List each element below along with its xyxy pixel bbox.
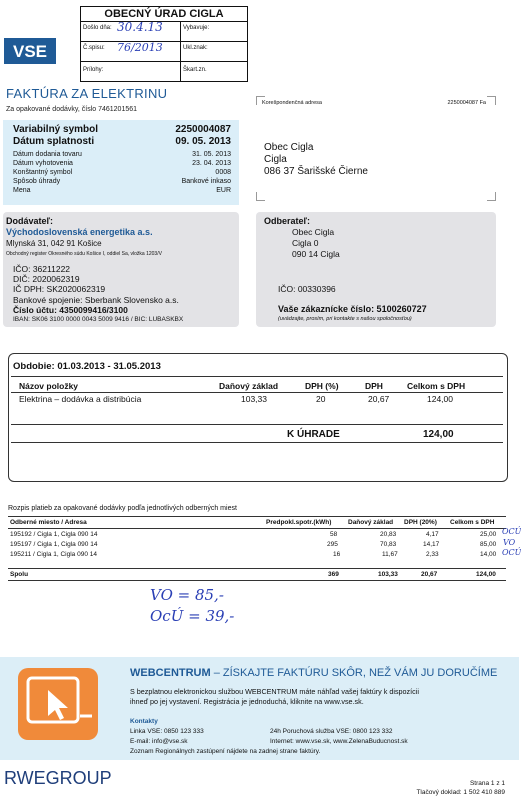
invoice-title: FAKTÚRA ZA ELEKTRINU	[6, 86, 168, 101]
vs-label: Variabilný symbol	[13, 124, 99, 135]
info-row-value: 31. 05. 2013	[192, 151, 231, 158]
customer-label: Odberateľ:	[264, 216, 310, 226]
rozpis-base: 11,67	[382, 551, 398, 558]
stamp-skart-label: Škart.zn.	[183, 67, 207, 73]
period-label: Obdobie: 01.03.2013 - 31.05.2013	[13, 361, 161, 372]
stamp-cspisu-label: Č.spisu:	[83, 45, 105, 51]
web-kontakty: Kontakty	[130, 718, 158, 725]
page-number: Strana 1 z 1	[469, 780, 505, 787]
rozpis-hand-note: OCÚ	[502, 548, 521, 557]
stamp-dosle-label: Došlo dňa:	[83, 25, 112, 31]
rozpis-place: 195192 / Cigla 1, Cigla 090 14	[10, 531, 98, 538]
stamp-title: OBECNÝ ÚRAD CIGLA	[81, 7, 247, 22]
sum-base: 103,33	[378, 571, 398, 578]
col-header-rate: DPH (%)	[305, 381, 339, 391]
info-row-value: 0008	[215, 169, 231, 176]
divider	[11, 424, 503, 425]
supplier-register: Obchodný register Okresného súdu Košice I, oddiel Sa, vložka 1203/V	[6, 251, 162, 257]
info-row-label: Konštantný symbol	[13, 169, 73, 176]
supplier-icdph: IČ DPH: SK2020062319	[13, 284, 106, 294]
sum-label: Spolu	[10, 571, 29, 578]
addr-line3: 086 37 Šarišské Čierne	[264, 166, 368, 177]
stamp-ukl-label: Ukl.znak:	[183, 45, 208, 51]
sum-kwh: 369	[328, 571, 339, 578]
web-headline-bold: WEBCENTRUM	[130, 667, 211, 679]
rozpis-base: 20,83	[380, 531, 397, 538]
invoice-subtitle: Za opakované dodávky, číslo 7461201561	[6, 106, 138, 113]
rozpis-place: 195197 / Cigla 1, Cigla 090 14	[10, 541, 98, 548]
info-row-value: Bankové inkaso	[181, 178, 231, 185]
supplier-name: Východoslovenská energetika a.s.	[6, 227, 153, 237]
divider	[11, 392, 503, 393]
rozpis-dph: 4,17	[426, 531, 439, 538]
divider	[8, 528, 506, 529]
ds-label: Dátum splatnosti	[13, 136, 95, 147]
web-text2: ihneď po jej vystavení. Registrácia je jednoduchá, kliknite na www.vse.sk.	[130, 697, 364, 706]
stamp-prilohy-label: Prílohy:	[83, 67, 104, 73]
stamp-divider	[81, 41, 247, 42]
info-row-label: Mena	[13, 187, 31, 194]
kor-code: 2250004087 Fa	[447, 100, 486, 106]
web-zoznam: Zoznam Regionálnych zastúpení nájdete na zadnej strane faktúry.	[130, 748, 321, 755]
rozpis-header-total: Celkom s DPH	[450, 519, 495, 526]
info-row-value: EUR	[216, 187, 231, 194]
sum-total: 124,00	[476, 571, 496, 578]
stamp-vybavuje-label: Vybavuje:	[183, 25, 210, 31]
rozpis-place: 195211 / Cigla 1, Cigla 090 14	[10, 551, 97, 558]
customer-line1: Obec Cigla	[292, 227, 335, 237]
rozpis-header-dph: DPH (20%)	[404, 519, 437, 526]
corner-mark	[256, 192, 265, 201]
item-dph: 20,67	[368, 394, 390, 404]
correspondence-address	[256, 96, 496, 201]
print-doc: Tlačový doklad: 1 502 410 889	[416, 789, 505, 796]
rozpis-kwh: 16	[333, 551, 341, 558]
rwe-logo: RWEGROUP	[4, 768, 112, 788]
rozpis-title: Rozpis platieb za opakované dodávky podľa jednotlivých odberných miest	[8, 505, 237, 512]
customer-note: (uvádzajte, prosím, pri kontakte s našou spoločnosťou)	[278, 316, 412, 322]
stamp-divider	[180, 22, 181, 81]
web-email: E-mail: info@vse.sk	[130, 738, 188, 745]
web-headline-rest: – ZÍSKAJTE FAKTÚRU SKÔR, NEŽ VÁM JU DORUČÍME	[210, 667, 498, 679]
addr-line1: Obec Cigla	[264, 142, 314, 153]
rozpis-base: 70,83	[380, 541, 397, 548]
office-stamp	[80, 6, 248, 82]
info-row-label: Dátum vyhotovenia	[13, 160, 73, 167]
divider	[8, 568, 506, 569]
rozpis-kwh: 295	[327, 541, 338, 548]
customer-ico: IČO: 00330396	[278, 284, 336, 294]
web-porucha: 24h Poruchová služba VSE: 0800 123 332	[270, 728, 393, 735]
stamp-cspisu-value: 76/2013	[117, 41, 163, 54]
col-header-name: Názov položky	[19, 381, 79, 391]
webcentrum-icon	[18, 668, 98, 740]
rozpis-header-kwh: Predpokl.spotr.(kWh)	[266, 519, 332, 526]
rozpis-header-base: Daňový základ	[348, 519, 394, 526]
stamp-dosle-value: 30.4.13	[117, 20, 163, 34]
invoice-info-box	[3, 120, 239, 205]
info-row-label: Spôsob úhrady	[13, 178, 61, 185]
divider	[11, 442, 503, 443]
web-headline	[130, 667, 497, 679]
rozpis-dph: 2,33	[426, 551, 439, 558]
customer-number: Vaše zákaznícke číslo: 5100260727	[278, 304, 427, 314]
item-total: 124,00	[427, 394, 453, 404]
handwritten-ocu: OcÚ = 39,-	[150, 607, 235, 625]
rozpis-hand-note: VO	[503, 538, 516, 547]
supplier-iban: IBAN: SK06 3100 0000 0043 5009 9416 / BIC: LUBASKBX	[13, 316, 184, 323]
info-row-label: Dátum dodania tovaru	[13, 151, 82, 158]
info-row-value: 23. 04. 2013	[192, 160, 231, 167]
web-linka: Linka VSE: 0850 123 333	[130, 728, 204, 735]
total-value: 124,00	[423, 429, 454, 440]
supplier-address: Mlynská 31, 042 91 Košice	[6, 239, 102, 248]
item-rate: 20	[316, 394, 326, 404]
customer-line3: 090 14 Cigla	[292, 249, 340, 259]
kor-label: Korešpondenčná adresa	[262, 100, 322, 106]
supplier-box	[3, 212, 239, 327]
vs-value: 2250004087	[175, 124, 231, 135]
logo-text: VSE	[12, 42, 48, 61]
divider	[11, 376, 503, 377]
customer-line2: Cigla 0	[292, 238, 319, 248]
total-label: K ÚHRADE	[287, 429, 340, 440]
stamp-grid	[81, 22, 247, 81]
invoice-period-table	[8, 353, 508, 482]
web-text1: S bezplatnou elektronickou službou WEBCENTRUM máte náhľad vašej faktúry k dispozícii	[130, 687, 419, 696]
sum-dph: 20,67	[421, 571, 438, 578]
web-internet: Internet: www.vse.sk, www.ZelenaBuducnost.sk	[270, 738, 408, 745]
item-base: 103,33	[241, 394, 267, 404]
rozpis-total: 25,00	[480, 531, 497, 538]
col-header-base: Daňový základ	[219, 381, 279, 391]
col-header-total: Celkom s DPH	[407, 381, 466, 391]
rozpis-dph: 14,17	[423, 541, 440, 548]
ds-value: 09. 05. 2013	[175, 136, 231, 147]
handwritten-vo: VO = 85,-	[150, 586, 224, 604]
corner-mark	[487, 192, 496, 201]
vse-logo	[4, 38, 56, 64]
col-header-dph: DPH	[365, 381, 383, 391]
addr-line2: Cigla	[264, 154, 287, 165]
supplier-ico: IČO: 36211222	[13, 264, 71, 274]
stamp-divider	[81, 61, 247, 62]
divider	[8, 580, 506, 581]
rozpis-kwh: 58	[330, 531, 338, 538]
divider	[8, 516, 506, 517]
item-name: Elektrina – dodávka a distribúcia	[19, 394, 142, 404]
supplier-dic: DIČ: 2020062319	[13, 274, 80, 284]
supplier-label: Dodávateľ:	[6, 216, 53, 226]
supplier-account: Číslo účtu: 4350099416/3100	[13, 305, 128, 315]
rozpis-hand-note: OCÚ	[502, 527, 521, 536]
customer-box	[256, 212, 496, 327]
rozpis-header-place: Odberné miesto / Adresa	[10, 519, 87, 526]
supplier-bank: Bankové spojenie: Sberbank Slovensko a.s.	[13, 295, 179, 305]
rozpis-total: 14,00	[480, 551, 497, 558]
rozpis-total: 85,00	[480, 541, 497, 548]
corner-mark	[487, 96, 496, 105]
